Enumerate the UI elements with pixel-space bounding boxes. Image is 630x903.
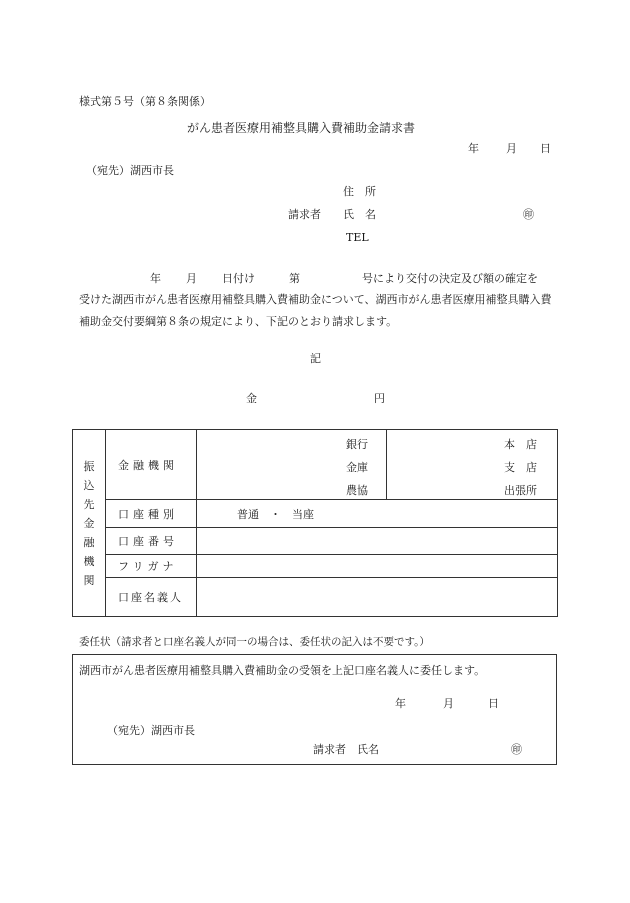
branch-option: 支 店 [504,461,537,474]
proxy-heading: 委任状（請求者と口座名義人が同一の場合は、委任状の記入は不要です。） [79,636,430,648]
applicant-label: 請求者 [288,208,321,221]
furigana-input-cell[interactable] [197,555,558,578]
nokyo-option: 農協 [346,484,368,497]
name-label: 氏 名 [343,208,376,221]
date-day-label: 日 [540,142,551,155]
account-type-options: 普通 ・ 当座 [237,507,314,521]
proxy-signer-label: 請求者 氏名 [313,743,379,756]
proxy-year-label: 年 [395,697,406,710]
proxy-seal-mark: ㊞ [511,743,522,756]
seal-mark: ㊞ [523,208,534,221]
ki-heading: 記 [310,352,321,365]
holder-input-cell[interactable] [197,578,558,617]
date-year-label: 年 [468,142,479,155]
holder-label: 口座名義人 [118,591,183,604]
addressee: （宛先）湖西市長 [86,164,174,177]
amount-unit: 円 [374,392,385,405]
body-dated-label: 日付け [222,272,255,285]
branch-input-cell[interactable] [387,430,558,500]
shinkin-option: 金庫 [346,461,368,474]
body-no-label: 第 [289,272,300,285]
date-month-label: 月 [506,142,517,155]
tel-label: TEL [346,231,369,244]
institution-label: 金融機関 [118,458,178,472]
account-number-input-cell[interactable] [197,528,558,555]
body-paragraph: 受けた湖西市がん患者医療用補整具購入費補助金について、湖西市がん患者医療用補整具購入費補助金交付要綱第８条の規定により、下記のとおり請求します。 [79,293,552,328]
account-number-label: 口座番号 [118,535,178,548]
holder-label-cell [106,578,197,617]
proxy-month-label: 月 [443,697,454,710]
sub-branch-option: 出張所 [504,484,537,497]
body-line1-rest: 号により交付の決定及び額の確定を [362,272,538,285]
account-number-label-cell [106,528,197,555]
amount-label: 金 [246,392,257,405]
furigana-label: フリガナ [118,560,178,573]
proxy-addressee: （宛先）湖西市長 [107,724,195,737]
bank-transfer-table [72,429,558,617]
institution-input-cell[interactable] [197,430,387,500]
account-type-label-cell [106,500,197,528]
account-type-input-cell[interactable] [197,500,558,528]
bank-option: 銀行 [346,438,368,451]
body-month-label: 月 [186,272,197,285]
side-header: 振込先金融機関 [83,459,95,587]
proxy-day-label: 日 [488,697,499,710]
proxy-box [72,654,557,765]
body-year-label: 年 [150,272,161,285]
institution-label-cell [106,430,197,500]
form-number: 様式第５号（第８条関係） [79,95,211,108]
address-label: 住 所 [343,185,376,198]
head-office-option: 本 店 [504,438,537,451]
side-header-cell [73,430,106,617]
account-type-label: 口座種別 [118,507,178,521]
furigana-label-cell [106,555,197,578]
form-title: がん患者医療用補整具購入費補助金請求書 [187,121,416,135]
proxy-statement: 湖西市がん患者医療用補整具購入費補助金の受領を上記口座名義人に委任します。 [79,664,486,677]
